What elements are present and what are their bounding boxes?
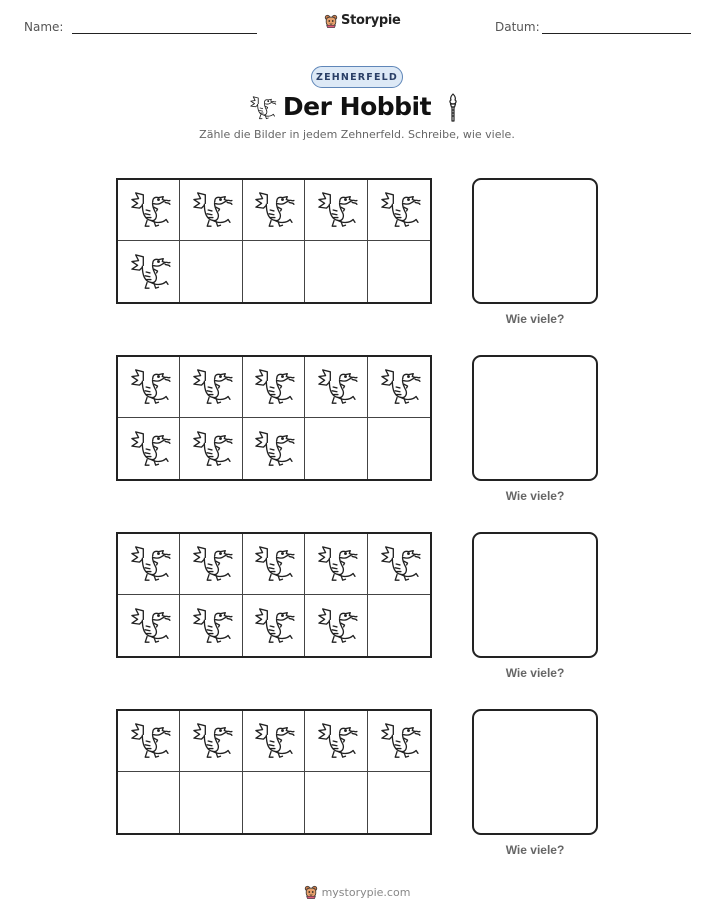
footer-url[interactable]: mystorypie.com: [321, 885, 411, 899]
ten-frame-cell: [118, 357, 180, 418]
dragon-icon: [250, 430, 296, 468]
ten-frame-cell: [305, 534, 367, 595]
ten-frame-cell: [305, 180, 367, 241]
dragon-icon: [376, 368, 422, 406]
dragon-icon: [188, 722, 234, 760]
ten-frame-cell: [180, 534, 242, 595]
brand-logo: [324, 13, 401, 28]
ten-frame-cell: [180, 241, 242, 302]
ten-frame-cell: [368, 357, 430, 418]
dragon-icon: [250, 191, 296, 229]
ten-frame-cell: [243, 418, 305, 479]
ten-frame-cell: [368, 595, 430, 656]
answer-label: Wie viele?: [505, 312, 565, 326]
dragon-icon: [313, 191, 359, 229]
brand-name: Storypie: [341, 13, 401, 28]
name-line[interactable]: [72, 33, 257, 34]
ten-frame-cell: [180, 711, 242, 772]
dragon-icon: [250, 545, 296, 583]
ten-frame-cell: [243, 357, 305, 418]
ten-frame-cell: [118, 180, 180, 241]
answer-label: Wie viele?: [505, 843, 565, 857]
ten-frame-cell: [305, 711, 367, 772]
ten-frame-cell: [180, 772, 242, 833]
ten-frame-cell: [368, 772, 430, 833]
dragon-icon: [376, 722, 422, 760]
dragon-icon: [126, 430, 172, 468]
ten-frame-cell: [243, 241, 305, 302]
dragon-icon: [376, 545, 422, 583]
ten-frame-cell: [118, 418, 180, 479]
ten-frame-cell: [118, 595, 180, 656]
answer-label: Wie viele?: [505, 489, 565, 503]
ten-frame-cell: [305, 418, 367, 479]
ten-frame-cell: [243, 534, 305, 595]
dragon-icon: [126, 607, 172, 645]
date-label: Datum:: [495, 20, 540, 34]
dragon-icon: [188, 430, 234, 468]
answer-box[interactable]: [472, 532, 598, 658]
ten-frame-cell: [243, 180, 305, 241]
ten-frame: [116, 355, 432, 481]
dragon-icon: [313, 722, 359, 760]
ten-frame-cell: [180, 180, 242, 241]
dragon-icon: [126, 368, 172, 406]
ten-frame-cell: [118, 241, 180, 302]
ten-frame-cell: [368, 180, 430, 241]
dragon-icon: [250, 607, 296, 645]
footer: [0, 885, 714, 899]
answer-box[interactable]: [472, 709, 598, 835]
ten-frame-cell: [368, 418, 430, 479]
dragon-icon: [250, 368, 296, 406]
ten-frame-cell: [118, 711, 180, 772]
answer-label: Wie viele?: [505, 666, 565, 680]
ten-frame-cell: [368, 534, 430, 595]
ten-frame-cell: [180, 418, 242, 479]
storypie-mascot-icon: [324, 14, 338, 28]
answer-box[interactable]: [472, 355, 598, 481]
ten-frame-cell: [305, 595, 367, 656]
dragon-icon: [188, 191, 234, 229]
dragon-icon: [126, 253, 172, 291]
date-line[interactable]: [542, 33, 691, 34]
dragon-icon: [250, 722, 296, 760]
ten-frame-cell: [180, 357, 242, 418]
dragon-icon: [376, 191, 422, 229]
dragon-icon: [313, 545, 359, 583]
dragon-icon: [313, 607, 359, 645]
ten-frame-cell: [368, 241, 430, 302]
storypie-mascot-icon: [304, 885, 318, 899]
dragon-icon: [188, 545, 234, 583]
ten-frame-cell: [243, 772, 305, 833]
ten-frame: [116, 709, 432, 835]
ten-frame: [116, 532, 432, 658]
answer-box[interactable]: [472, 178, 598, 304]
dragon-icon: [126, 722, 172, 760]
page-title: Der Hobbit: [282, 92, 432, 121]
ten-frame-cell: [368, 711, 430, 772]
dragon-icon: [188, 368, 234, 406]
ten-frame-cell: [305, 772, 367, 833]
torch-icon: [446, 92, 460, 122]
ten-frame-cell: [180, 595, 242, 656]
dragon-icon: [126, 545, 172, 583]
ten-frame-cell: [243, 711, 305, 772]
name-label: Name:: [24, 20, 64, 34]
ten-frame-cell: [243, 595, 305, 656]
dragon-icon: [126, 191, 172, 229]
dragon-icon: [313, 368, 359, 406]
instructions: Zähle die Bilder in jedem Zehnerfeld. Schreibe, wie viele.: [199, 128, 515, 141]
ten-frame-cell: [118, 534, 180, 595]
ten-frame-cell: [305, 357, 367, 418]
dragon-icon: [188, 607, 234, 645]
worksheet-type-badge: ZEHNERFELD: [311, 66, 403, 88]
ten-frame-cell: [305, 241, 367, 302]
ten-frame-cell: [118, 772, 180, 833]
ten-frame: [116, 178, 432, 304]
